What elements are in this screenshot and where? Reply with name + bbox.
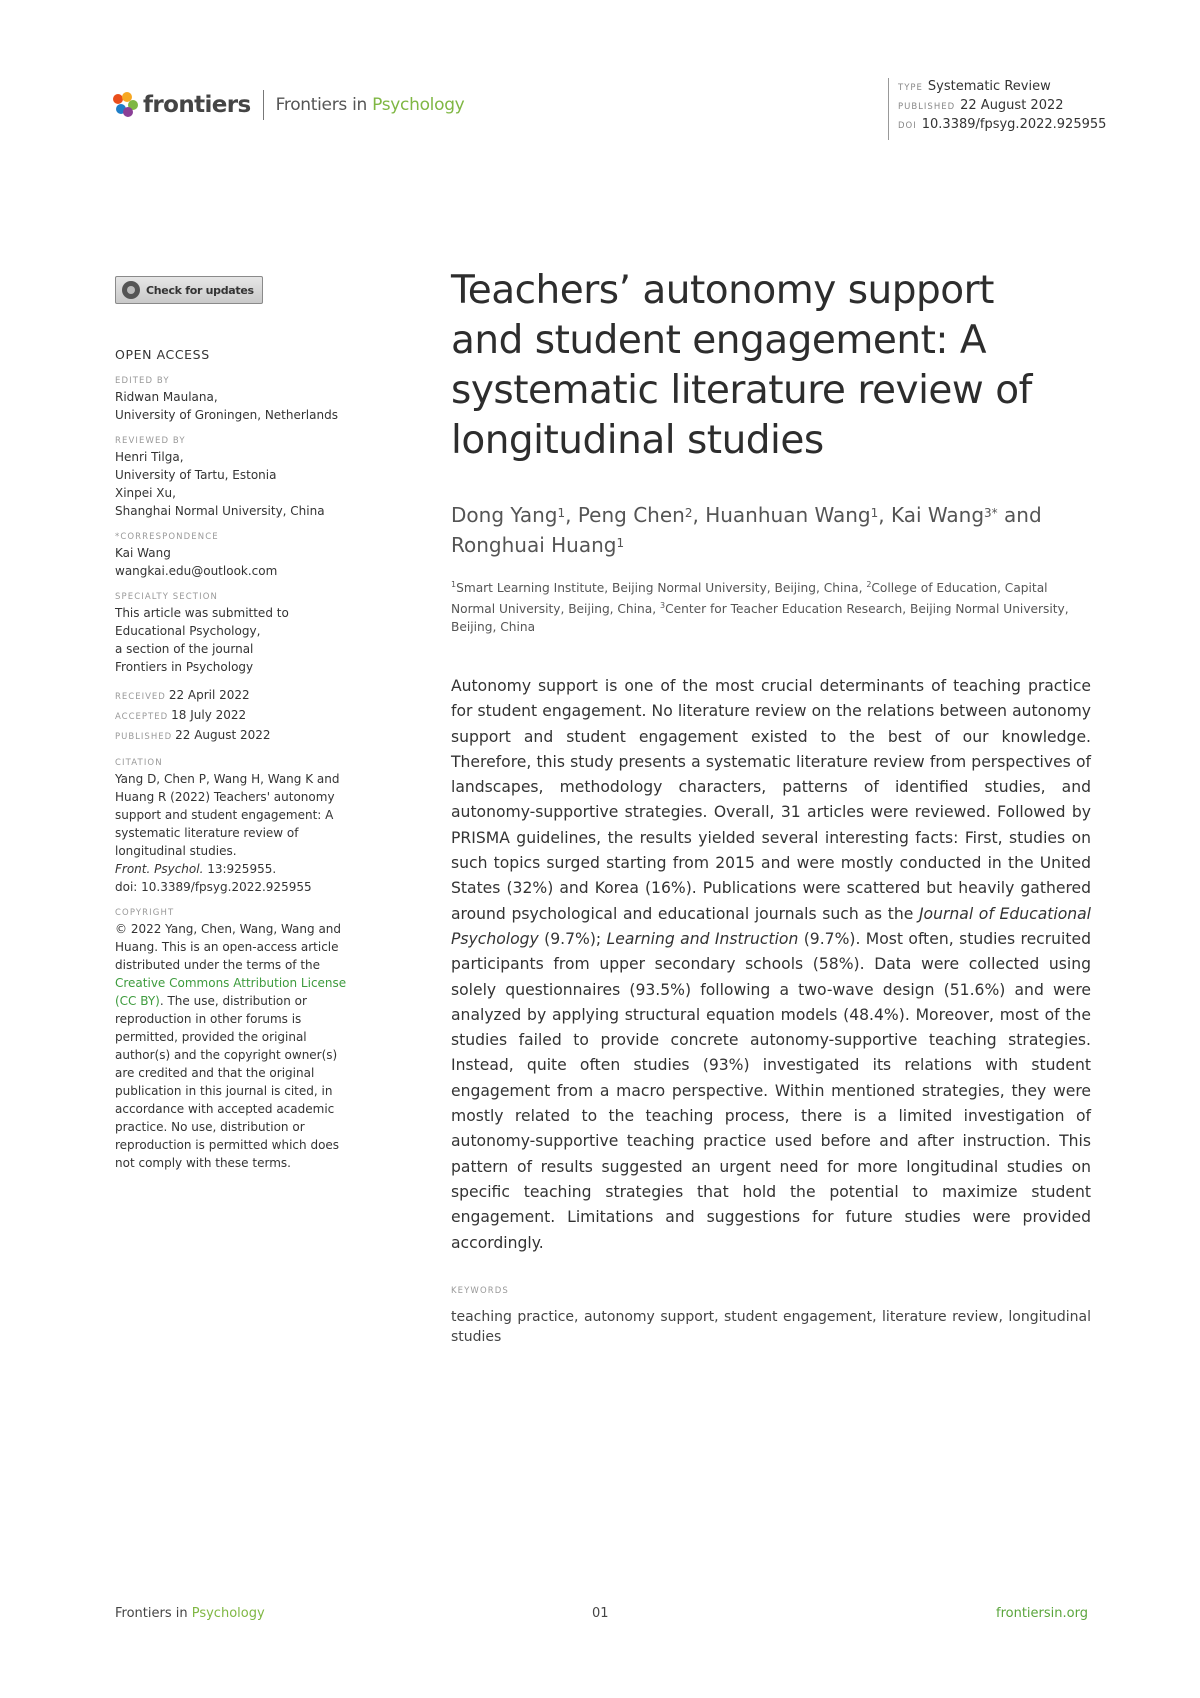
citation-doi[interactable]: doi: 10.3389/fpsyg.2022.925955 [115, 880, 312, 894]
correspondence: Kai Wang wangkai.edu@outlook.com [115, 544, 375, 580]
sidebar-published-date: 22 August 2022 [175, 728, 271, 742]
copyright: © 2022 Yang, Chen, Wang, Wang and Huang. This is an open-access article distributed under the terms of the Creative Commons Attribution License (CC BY). The use, distribution or reproduction in other forums is permitted, provided the original author(s) and the copyright owner(s) are credited and that the original publication in this journal is cited, in accordance with accepted academic practice. No use, distribution or reproduction is permitted which does not comply with these terms. [115, 922, 347, 1170]
sidebar: OPEN ACCESS EDITED BY Ridwan Maulana, University of Groningen, Netherlands REVIEWED BY Henri Tilga, University of Tartu, Estonia Xinpei Xu, Shanghai Normal University, China *CORRESPONDENCE Kai Wang wangkai.edu@outlook.com SPECIALTY SECTION This article was submitted to Educational Psychology, a section of the journal Frontiers in Psychology RECEIVED 22 April 2022 ACCEPTED 18 July 2022 PUBLISHED 22 August 2022 CITATION Yang D, Chen P, Wang H, Wang K and Huang R (2022) Teachers' autonomy support and student engagement: A systematic literature review of longitudinal studies. Front. Psychol. 13:925955. doi: 10.3389/fpsyg.2022.925955 COPYRIGHT © 2022 Yang, Chen, Wang, Wang and Huang. This is an open-access article distributed under the terms of the Creative Commons Attribution License (CC BY). The use, distribution or reproduction in other forums is permitted, provided the original author(s) and the copyright owner(s) are credited and that the original publication in this journal is cited, in accordance with accepted academic practice. No use, distribution or reproduction is permitted which does not comply with these terms. [115, 346, 375, 1172]
author[interactable]: Huanhuan Wang$^1$ [705, 503, 879, 527]
article-type: Systematic Review [927, 79, 1051, 94]
dates: RECEIVED 22 April 2022 ACCEPTED 18 July 2022 PUBLISHED 22 August 2022 [115, 688, 271, 742]
keywords: teaching practice, autonomy support, student engagement, literature review, longitudinal studies [451, 1309, 1091, 1345]
license-link[interactable]: Creative Commons Attribution License [115, 976, 347, 990]
correspondence-email[interactable]: wangkai.edu@outlook.com [115, 564, 278, 578]
author[interactable]: Dong Yang$^1$ [451, 503, 566, 527]
journal-name: Frontiers in Psychology [275, 95, 465, 115]
affiliations: $^1$Smart Learning Institute, Beijing Normal University, Beijing, China, $^2$College of Education, Capital Normal University, Beijing, China, $^3$Center for Teacher Education Research, Beijing Normal University, Beijing, China [451, 580, 1069, 635]
brand-name: frontiers [143, 92, 251, 118]
article-meta: TYPE Systematic Review PUBLISHED 22 August 2022 DOI 10.3389/fpsyg.2022.925955 [898, 79, 1107, 132]
logo-divider [263, 90, 264, 120]
published-date: 22 August 2022 [960, 98, 1064, 113]
author[interactable]: Kai Wang$^{3*}$ [890, 503, 998, 527]
received-date: 22 April 2022 [168, 688, 250, 702]
cc-by-link[interactable]: (CC BY) [115, 994, 160, 1008]
update-icon [122, 281, 140, 299]
edited-by: Ridwan Maulana, University of Groningen, Netherlands [115, 390, 338, 422]
citation: Yang D, Chen P, Wang H, Wang K and Huang R (2022) Teachers' autonomy support and student engagement: A systematic literature review of longitudinal studies. Front. Psychol. 13:925955. doi: 10.3389/fpsyg.2022.925955 [115, 770, 375, 896]
page-number: 01 [592, 1606, 609, 1621]
specialty-section: This article was submitted to Educational Psychology, a section of the journal Frontiers in Psychology [115, 606, 289, 674]
keywords-heading: KEYWORDS [451, 1286, 509, 1296]
check-for-updates-button[interactable]: Check for updates [115, 276, 263, 304]
reviewed-by: Henri Tilga, University of Tartu, Estonia Xinpei Xu, Shanghai Normal University, China [115, 450, 325, 518]
doi[interactable]: 10.3389/fpsyg.2022.925955 [921, 117, 1107, 132]
abstract: Autonomy support is one of the most crucial determinants of teaching practice for student engagement. No literature review on the relations between autonomy support and student engagement existed to the best of our knowledge. Therefore, this study presents a systematic literature review from perspectives of landscapes, methodology characters, patterns of identified studies, and autonomy-supportive strategies. Overall, 31 articles were reviewed. Followed by PRISMA guidelines, the results yielded several interesting facts: First, studies on such topics surged starting from 2015 and were mostly conducted in the United States (32%) and Korea (16%). Publications were scattered but heavily gathered around psychological and educational journals such as the Journal of Educational Psychology (9.7%); Learning and Instruction (9.7%). Most often, studies recruited participants from upper secondary schools (58%). Data were collected using solely questionnaires (93.5%) following a two-wave design (51.6%) and were analyzed by applying structural equation models (48.4%). Moreover, most of the studies failed to provide concrete autonomy-supportive teaching strategies. Instead, quite often studies (93%) investigated its relations with student engagement from a macro perspective. Within mentioned strategies, they were mostly related to the teaching process, there is a limited investigation of autonomy-supportive teaching practice used before and after instruction. This pattern of results suggested an urgent need for more longitudinal studies on specific teaching strategies that hold the potential to maximize student engagement. Limitations and suggestions for future studies were provided accordingly. [451, 677, 1092, 1252]
author[interactable]: Peng Chen$^2$ [577, 503, 693, 527]
open-access-label: OPEN ACCESS [115, 347, 210, 362]
accepted-date: 18 July 2022 [171, 708, 247, 722]
footer-journal: Frontiers in Psychology [115, 1606, 265, 1621]
frontiers-logo-icon [113, 92, 139, 118]
frontiers-logo[interactable] [113, 88, 464, 122]
author-list: Dong Yang$^1$, Peng Chen$^2$, Huanhuan Wang$^1$, Kai Wang$^{3*}$ and Ronghuai Huang$^1$ [451, 503, 1042, 557]
footer-site-link[interactable]: frontiersin.org [996, 1606, 1088, 1621]
author[interactable]: Ronghuai Huang$^1$ [451, 533, 625, 557]
article-title: Teachers’ autonomy support and student engagement: A systematic literature review of longitudinal studies [451, 268, 1032, 463]
